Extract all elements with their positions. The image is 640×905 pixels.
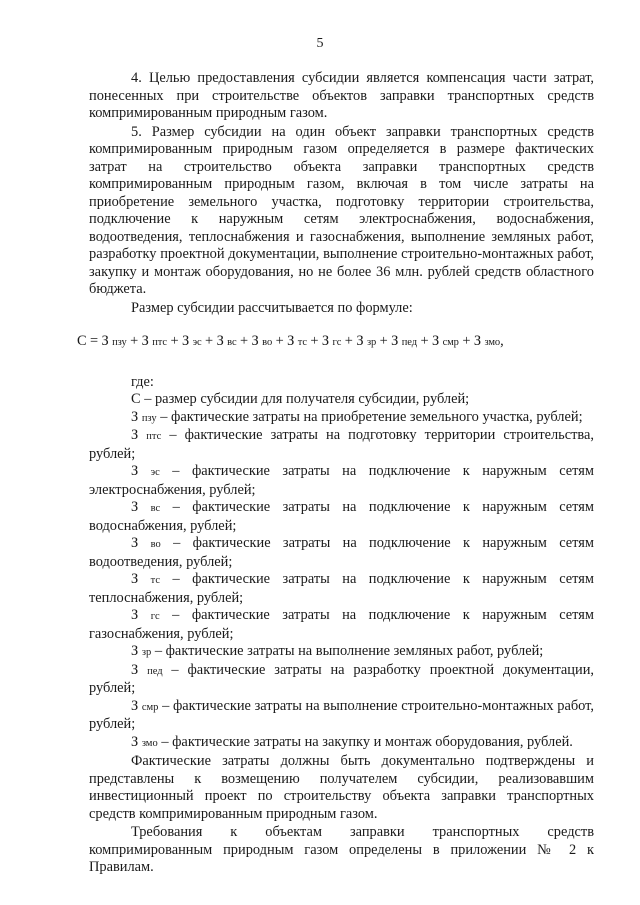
definition-item — [89, 698, 594, 734]
formula-terms — [102, 333, 501, 349]
formula-term-subscript: смр — [442, 337, 459, 348]
formula-plus: + — [166, 333, 182, 349]
formula-plus: + — [341, 333, 357, 349]
definition-item — [89, 607, 594, 643]
paragraph-4: 4. Целью предоставления субсидии является компенсация части затрат, понесенных при строительстве объектов заправки транспортных средств компримированным природным газом. — [89, 70, 594, 121]
definition-c: С – размер субсидии для получателя субсидии, рублей; — [131, 391, 470, 407]
definition-subscript: во — [150, 539, 161, 550]
definition-item — [89, 535, 594, 571]
definition-item — [89, 463, 594, 499]
definition-text: – фактические затраты на подключение к наружным сетям водоснабжения, рублей; — [89, 499, 595, 534]
formula-term: З зр — [356, 333, 377, 349]
formula-tail: , — [500, 333, 504, 349]
formula-plus: + — [236, 333, 252, 349]
document-body — [77, 70, 595, 877]
definition-symbol: З — [131, 697, 142, 714]
definition-text: – фактические затраты на подключение к наружным сетям газоснабжения, рублей; — [89, 607, 594, 642]
definition-text: – фактические затраты на разработку проектной документации, рублей; — [89, 661, 594, 696]
definition-item — [89, 499, 594, 535]
definition-text: – фактические затраты на подключение к наружным сетям водоотведения, рублей; — [89, 535, 595, 570]
definition-subscript: тс — [150, 575, 161, 586]
definition-item — [89, 571, 594, 607]
formula-term: З пед — [391, 333, 417, 349]
formula-intro: Размер субсидии рассчитывается по формуле: — [131, 299, 413, 316]
definition-symbol: З — [131, 408, 142, 425]
definition-subscript: пед — [147, 665, 163, 677]
definition-subscript: змо — [141, 737, 158, 749]
definition-symbol: З — [131, 661, 148, 678]
formula-plus: + — [376, 333, 392, 349]
where-label: где: — [131, 373, 154, 390]
formula-plus: + — [458, 333, 474, 349]
definition-subscript: зр — [141, 647, 152, 658]
definition-item — [89, 427, 594, 463]
formula-term-subscript: зр — [366, 337, 377, 348]
formula-term-subscript: тс — [297, 337, 307, 348]
actual-costs-paragraph: Фактические затраты должны быть документально подтверждены и представлены к возмещению получателем субсидии, реализовавшим инвестиционный проект по строительству объекта заправки транспортных средств компримированным природным газом. — [89, 753, 594, 822]
definition-text: – фактические затраты на подготовку территории строительства, рублей; — [89, 427, 595, 462]
definition-text: – фактические затраты на подключение к наружным сетям электроснабжения, рублей; — [89, 463, 594, 498]
definition-symbol: З — [131, 427, 147, 443]
formula-plus: + — [272, 333, 288, 349]
definition-subscript: вс — [150, 503, 161, 514]
formula-term: З змо — [473, 333, 501, 349]
definition-symbol: З — [131, 607, 151, 623]
paragraph-5: 5. Размер субсидии на один объект заправки транспортных средств компримированным природным газом определяется в размере фактических затрат на строительство объекта заправки транспортных средств компримированным природным газом, включая в том числе затраты на приобретение земельного участка, подготовку территории строительства, подключение к наружным сетям электроснабжения, водоснабжения, водоотведения, теплоснабжения и газоснабжения, выполнение земляных работ, разработку проектной документации, выполнение строительно-монтажных работ, закупку и монтаж оборудования, но не более 36 млн. рублей средств областного бюджета. — [89, 123, 594, 297]
requirements-paragraph: Требования к объектам заправки транспортных средств компримированным природным газом определены в приложении № 2 к Правилам. — [89, 824, 594, 875]
formula-term-subscript: эс — [192, 337, 202, 348]
formula-plus: + — [416, 333, 432, 349]
formula-plus: + — [306, 333, 322, 349]
definition-subscript: гс — [150, 611, 160, 622]
definition-subscript: смр — [141, 701, 159, 713]
definition-symbol: З — [131, 643, 142, 659]
definition-subscript: птс — [146, 431, 162, 442]
formula-term: З смр — [431, 333, 459, 349]
definition-text: – фактические затраты на приобретение земельного участка, рублей; — [156, 408, 583, 425]
formula-term-subscript: пзу — [112, 337, 127, 348]
definition-item — [89, 734, 594, 753]
definition-symbol: З — [131, 499, 151, 515]
formula-term: З во — [251, 333, 273, 349]
formula-term: З гс — [321, 333, 342, 349]
formula-term: З вс — [216, 333, 237, 349]
formula-plus: + — [201, 333, 217, 349]
definition-text: – фактические затраты на выполнение строительно-монтажных работ, рублей; — [89, 697, 594, 732]
formula-term-subscript: гс — [332, 337, 342, 348]
formula-term-subscript: вс — [227, 337, 237, 348]
formula-term-subscript: пед — [401, 337, 417, 348]
definition-subscript: пзу — [141, 412, 157, 424]
definitions-list — [89, 409, 594, 753]
formula-term: З эс — [181, 333, 202, 349]
definition-symbol: З — [131, 463, 151, 479]
page-number: 5 — [316, 36, 324, 51]
subsidy-formula — [77, 333, 607, 352]
definition-text: – фактические затраты на закупку и монтаж оборудования, рублей. — [157, 733, 573, 750]
definition-item — [89, 662, 594, 698]
formula-plus: + — [126, 333, 142, 349]
definition-text: – фактические затраты на подключение к наружным сетям теплоснабжения, рублей; — [89, 571, 594, 606]
formula-term-subscript: во — [262, 337, 273, 348]
definition-item — [89, 643, 594, 662]
definition-item — [89, 409, 594, 428]
definition-symbol: З — [131, 535, 151, 551]
definition-symbol: З — [131, 571, 151, 587]
formula-term: З пзу — [101, 333, 127, 349]
formula-term: З птс — [141, 333, 167, 349]
formula-term-subscript: змо — [484, 337, 501, 348]
definition-symbol: З — [131, 733, 142, 750]
definition-subscript: эс — [150, 467, 160, 478]
formula-term: З тс — [287, 333, 307, 349]
formula-term-subscript: птс — [152, 337, 167, 348]
definition-text: – фактические затраты на выполнение земляных работ, рублей; — [151, 643, 544, 659]
formula-lhs: С = — [77, 333, 102, 349]
